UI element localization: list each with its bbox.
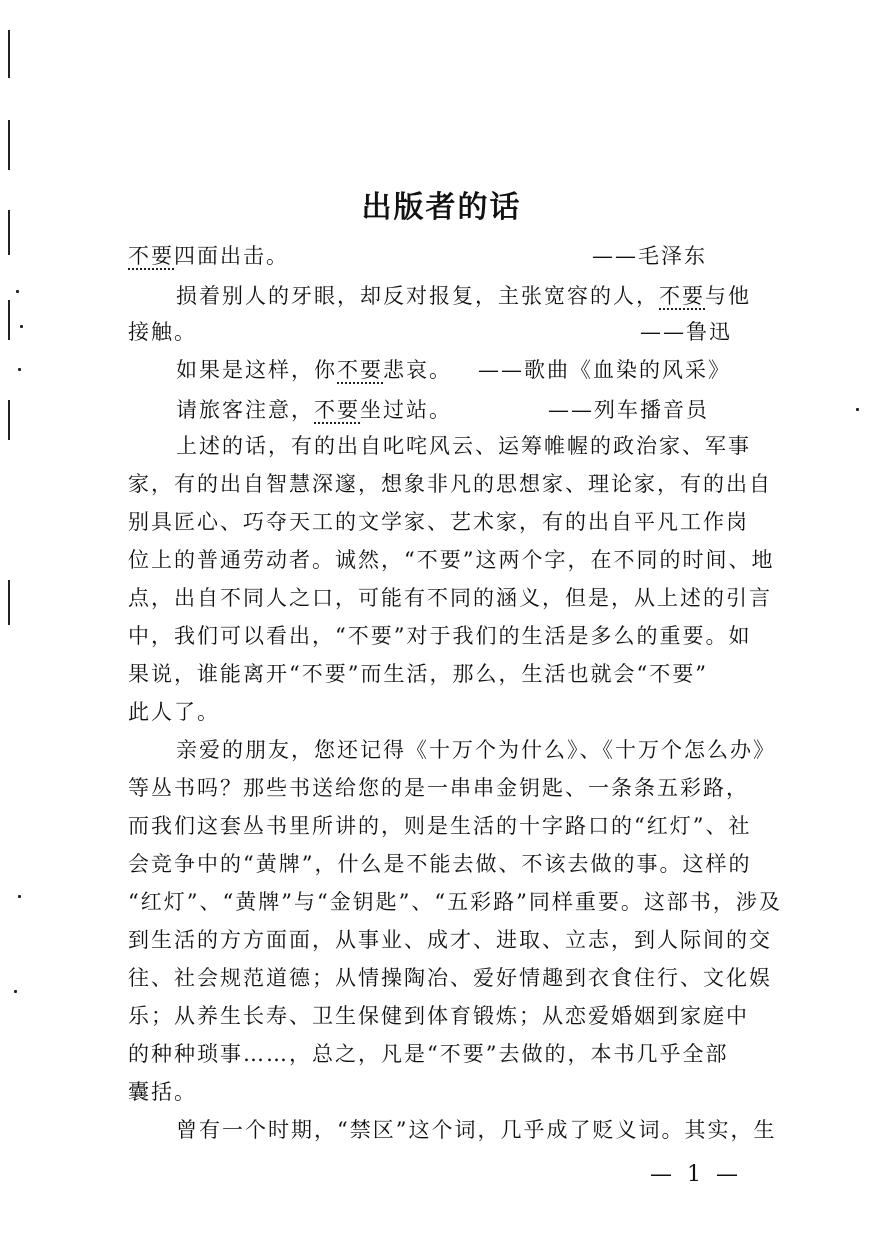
emphasis-text: 不要 <box>659 284 705 308</box>
emphasis-text: 不要 <box>337 358 383 382</box>
paragraph-line: 此人了。 <box>128 700 220 724</box>
scan-mark <box>8 300 10 340</box>
paragraph-line: 往、社会规范道德；从情操陶冶、爱好情趣到衣食住行、文化娱 <box>128 966 772 990</box>
paragraph-line: 点，出自不同人之口，可能有不同的涵义，但是，从上述的引言 <box>128 586 772 610</box>
quote-text: 四面出击。 <box>174 244 289 268</box>
scan-mark <box>8 580 10 625</box>
page-title: 出版者的话 <box>361 190 522 225</box>
paragraph-line: 果说，谁能离开“不要”而生活，那么，生活也就会“不要” <box>128 662 708 686</box>
paragraph-line: 曾有一个时期，“禁区”这个词，几乎成了贬义词。其实，生 <box>176 1118 777 1142</box>
scan-dot <box>14 990 17 993</box>
paragraph-line: 等丛书吗？那些书送给您的是一串串金钥匙、一条条五彩路， <box>128 776 749 800</box>
paragraph-line: 亲爱的朋友，您还记得《十万个为什么》、《十万个怎么办》 <box>176 738 776 762</box>
scan-dot <box>16 290 19 293</box>
quote-text: 损着别人的牙眼，却反对报复，主张宽容的人， <box>176 284 659 308</box>
quote-text: 与他 <box>705 284 751 308</box>
paragraph-line: 家，有的出自智慧深邃，想象非凡的思想家、理论家，有的出自 <box>128 472 772 496</box>
paragraph-line: 的种种琐事……，总之，凡是“不要”去做的，本书几乎全部 <box>128 1042 729 1066</box>
paragraph-line: 上述的话，有的出自叱咤风云、运筹帷幄的政治家、军事 <box>176 434 751 458</box>
scan-dot <box>856 408 859 411</box>
paragraph-line: 位上的普通劳动者。诚然，“不要”这两个字，在不同的时间、地 <box>128 548 775 572</box>
paragraph-line: 中，我们可以看出，“不要”对于我们的生活是多么的重要。如 <box>128 624 752 648</box>
quote-text: 请旅客注意， <box>176 398 314 422</box>
paragraph-line: 别具匠心、巧夺天工的文学家、艺术家，有的出自平凡工作岗 <box>128 510 749 534</box>
scan-mark <box>8 400 10 440</box>
quote-text: 悲哀。 <box>383 358 452 382</box>
scan-dot <box>20 325 23 328</box>
emphasis-text: 不要 <box>314 398 360 422</box>
quote-attribution: ——歌曲《血染的风采》 <box>478 358 731 382</box>
paragraph-line: “红灯”、“黄牌”与“金钥匙”、“五彩路”同样重要。这部书，涉及 <box>128 890 782 914</box>
quote-line <box>176 396 821 424</box>
paragraph-line: 乐；从养生长寿、卫生保健到体育锻炼；从恋爱婚姻到家庭中 <box>128 1004 749 1028</box>
scan-dot <box>18 368 21 371</box>
quote-attribution: ——鲁迅 <box>640 320 732 344</box>
paragraph-line: 到生活的方方面面，从事业、成才、进取、立志，到人际间的交 <box>128 928 772 952</box>
paragraph-line: 会竞争中的“黄牌”，什么是不能去做、不该去做的事。这样的 <box>128 852 752 876</box>
page-number: — 1 — <box>650 1162 742 1187</box>
quote-attribution: ——毛泽东 <box>592 244 707 268</box>
quote-text: 如果是这样，你 <box>176 358 337 382</box>
quote-text: 坐过站。 <box>360 398 452 422</box>
quote-line <box>176 282 776 310</box>
scan-mark <box>8 30 10 78</box>
scan-mark <box>8 120 10 170</box>
scan-dot <box>18 895 21 898</box>
paragraph-line: 囊括。 <box>128 1080 197 1104</box>
quote-attribution: ——列车播音员 <box>548 398 709 422</box>
paragraph-line: 而我们这套丛书里所讲的，则是生活的十字路口的“红灯”、社 <box>128 814 752 838</box>
emphasis-text: 不要 <box>128 244 174 268</box>
quote-line: 接触。 <box>128 320 197 344</box>
